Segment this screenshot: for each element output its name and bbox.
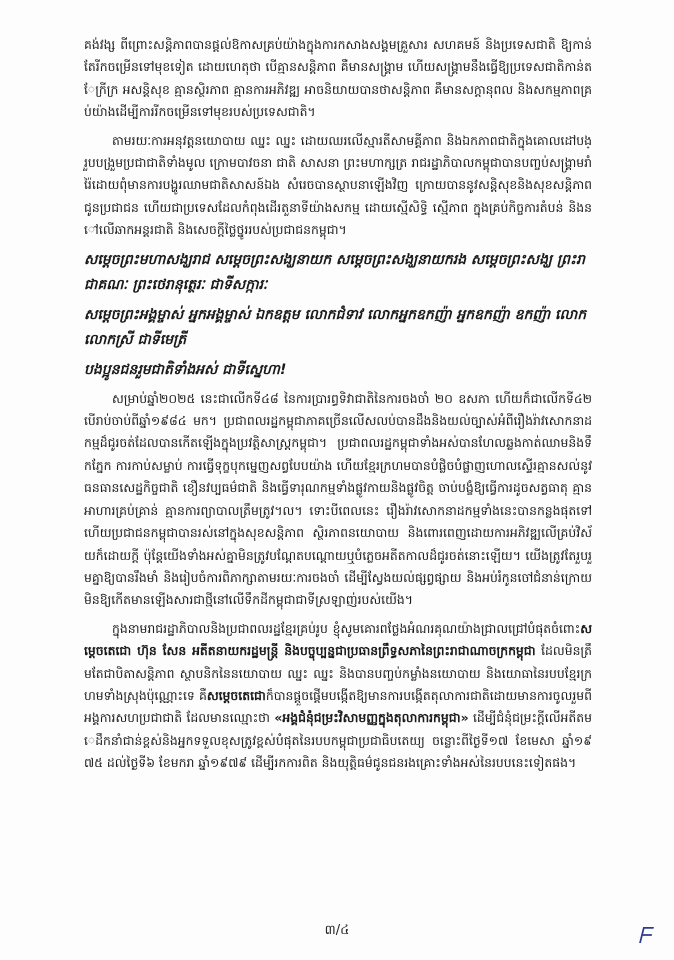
page-number: ៣/៤ — [324, 923, 350, 938]
paragraph-text: តាមរយៈការអនុវត្តនយោបាយ ឈ្នះ ឈ្នះ ដោយឈរលើស្មារតីសាមគ្គីភាព និងឯកភាពជាតិក្នុងគោលដៅបង្រួបបង្រួមប្រជាជាតិទាំងមូល ក្រោមបាវចនា ជាតិ សាសនា ព្រះមហាក្សត្រ រាជរដ្ឋាភិបាលកម្ពុជាបានបញ្ចប់សង្គ្រាមរាំរ៉ៃដោយពុំមានការបង្ហូរឈាមជាតិសាសន៍ឯង សំរេចបានស្ថាបនាឡើងវិញ ក្រោយបាននូវសន្តិសុខនិងសុខសន្តិភាពជូនប្រជាជន ហើយជាប្រទេសដែលកំពុងដើរតួនាទីយ៉ាងសកម្ម ដោយស្មើសិទ្ធិ ស្មើភាព ក្នុងគ្រប់កិច្ចការតំបន់ និងនៅលើឆាកអន្តរជាតិ និងសេចក្តីថ្លៃថ្នូររបស់ប្រជាជនកម្ពុជា។ — [84, 132, 592, 238]
gratitude-paragraph — [84, 618, 592, 775]
bold-name-techo: សម្តេចតេជោ — [206, 687, 266, 703]
document-body — [84, 34, 592, 781]
paragraph-text: សម្រាប់ឆ្នាំ២០២៥ នេះជាលើកទី៤៨ នៃការប្រារព្ធទិវាជាតិនៃការចងចាំ ២០ ឧសភា ហើយក៏ជាលើកទី៤២ បើរាប់ចាប់ពីឆ្នាំ១៩៨៤ មក។ ប្រជាពលរដ្ឋកម្ពុជាភាគច្រើនលើសលប់បានដឹងនិងយល់ច្បាស់អំពីរឿងរ៉ាវសោកនាដកម្មដ៏ជូរចត់ដែលបានកើតឡើងក្នុងប្រវត្តិសាស្ត្រកម្ពុជា។ ប្រជាពលរដ្ឋកម្ពុជាទាំងអស់បានហែលឆ្លងកាត់ឈាមនិងទឹកភ្នែក ការកាប់សម្លាប់ ការធ្វើទុក្ខបុកម្នេញសព្វបែបយ៉ាង ហើយខ្មែរក្រហមបានបំផ្លិចបំផ្លាញហោលស្ទើរគ្មានសល់នូវធនធានសេដ្ឋកិច្ចជាតិ ខឿនវប្បធម៌ជាតិ និងធ្វើទារុណកម្មទាំងផ្លូវកាយនិងផ្លូវចិត្ត ចាប់បង្ខំឱ្យធ្វើការដូចសត្វធាតុ គ្មានអាហារគ្រប់គ្រាន់ គ្មានការព្យាបាលត្រឹមត្រូវ។ល។ ទោះបីពេលនេះ រឿងរ៉ាវសោកនាដកម្មទាំងនេះបានកន្លងផុតទៅ ហើយប្រជាជនកម្ពុជាបានរស់នៅក្នុងសុខសន្តិភាព ស្ថិរភាពនយោបាយ និងពោរពេញដោយការអភិវឌ្ឍលើគ្រប់វិស័យក៏ដោយក្តី ប៉ុន្តែយើងទាំងអស់គ្នាមិនត្រូវបណ្តែតបណ្តោយឬបំភ្លេចអតីតកាលដ៏ជូរចត់នោះឡើយ។ យើងត្រូវតែរួបរួមគ្នាឱ្យបានរឹងមាំ និងរៀបចំការពិភាក្សាតាមរយៈការចងចាំ ដើម្បីស្វែងយល់ផ្សព្វផ្សាយ និងអប់រំកូនចៅជំនាន់ក្រោយ មិនឱ្យកើតមានឡើងសារជាថ្មីនៅលើទឹកដីកម្ពុជាជាទីស្រឡាញ់របស់យើង។ — [84, 390, 592, 608]
paragraph-text: ក្នុងនាមរាជរដ្ឋាភិបាលនិងប្រជាពលរដ្ឋខ្មែរគ្រប់រូប ខ្ញុំសូមគោរពថ្លែងអំណរគុណយ៉ាងជ្រាលជ្រៅបំផុតចំពោះ — [112, 620, 581, 636]
bold-eccc-name: «អង្គជំនុំជម្រះវិសាមញ្ញក្នុងតុលាការកម្ពុជា» — [274, 710, 469, 726]
bold-name-hun-sen: សម្តេចតេជោ ហ៊ុន សែន អតីតនាយករដ្ឋមន្ត្រី និងបច្ចុប្បន្នជាប្រធានព្រឹទ្ធសភានៃព្រះរាជាណាចក្រកម្ពុជា — [84, 620, 592, 659]
win-win-policy-paragraph — [84, 130, 592, 242]
remembrance-day-paragraph — [84, 388, 592, 612]
intro-paragraph — [84, 34, 592, 124]
salutation-compatriots: បងប្អូនជនរួមជាតិទាំងអស់ ជាទីស្នេហា! — [84, 361, 287, 378]
paragraph-text: ក៏បានផ្តួចផ្តើមបង្កើតឱ្យមានការបង្កើតតុលាការជាតិដោយមានការចូលរួមពីអង្គការសហប្រជាជាតិ ដែលមានឈ្មោះថា — [84, 687, 592, 726]
paragraph-text: គង់វង្ស ពីព្រោះសន្តិភាពបានផ្តល់ឱកាសគ្រប់យ៉ាងក្នុងការកសាងសង្គមគ្រួសារ សហគមន៍ និងប្រទេសជាតិ ឱ្យកាន់តែរីកចម្រើនទៅមុខទៀត ដោយហេតុថា បើគ្មានសន្តិភាព គឺមានសង្គ្រាម ហើយសង្គ្រាមនឹងធ្វើឱ្យប្រទេសជាតិកាន់តែក្រីក្រ អសន្តិសុខ គ្មានស្ថិរភាព គ្មានការអភិវឌ្ឍ អាចនិយាយបានថាសន្តិភាព គឺមានសក្តានុពល និងសកម្មភាពគ្រប់យ៉ាងដើម្បីការរីកចម្រើនទៅមុខរបស់ប្រទេសជាតិ។ — [84, 37, 592, 120]
paragraph-text: ដើម្បីជំនុំជម្រះក្តីលើអតីតមេដឹកនាំជាន់ខ្ពស់និងអ្នកទទួលខុសត្រូវខ្ពស់បំផុតនៃរបបកម្ពុជាប្រជាធិបតេយ្យ ចន្លោះពីថ្ងៃទី១៧ ខែមេសា ឆ្នាំ១៩៧៥ ដល់ថ្ងៃទី៦ ខែមករា ឆ្នាំ១៩៧៩ ដើម្បីរកការពិត និងយុត្តិធម៌ជូនជនរងគ្រោះទាំងអស់នៃរបបនេះទៀតផង។ — [84, 710, 592, 771]
salutation-monks: សម្តេចព្រះមហាសង្ឃរាជ សម្តេចព្រះសង្ឃនាយក សម្តេចព្រះសង្ឃនាយករង សម្តេចព្រះសង្ឃ ព្រះរាជាគណៈ ព្រះថេរានុត្ថេរៈ ជាទីសក្ការៈ — [84, 251, 586, 293]
salutation-dignitaries: សម្តេចព្រះអង្គម្ចាស់ អ្នកអង្គម្ចាស់ ឯកឧត្តម លោកជំទាវ លោកអ្នកឧកញ៉ា អ្នកឧកញ៉ា ឧកញ៉ា លោក លោកស្រី ជាទីមេត្រី — [84, 306, 587, 348]
handwritten-initial: ᖴ — [638, 924, 652, 949]
paragraph-text: ដែលមិនត្រឹមតែជាបិតាសន្តិភាព ស្ថាបនិកនៃនយោបាយ ឈ្នះ ឈ្នះ និងបានបញ្ចប់កម្លាំងនយោបាយ និងយោធានៃរបបខ្មែរក្រហមទាំងស្រុងប៉ុណ្ណោះទេ គឺ — [84, 643, 592, 703]
